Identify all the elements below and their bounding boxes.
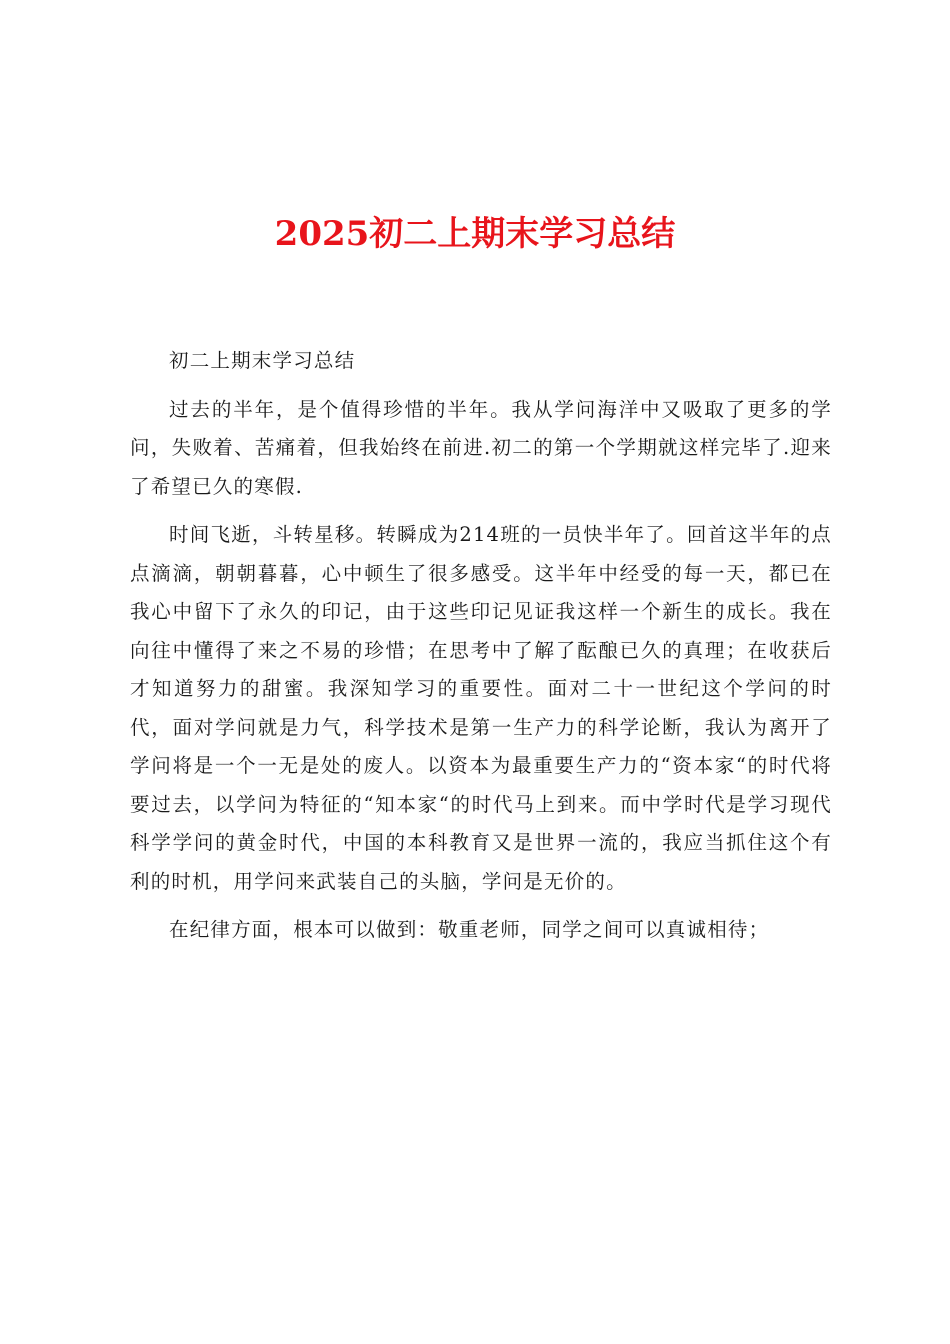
paragraph: 时间飞逝，斗转星移。转瞬成为214班的一员快半年了。回首这半年的点点滴滴，朝朝暮暮，心中顿生了很多感受。这半年中经受的每一天，都已在我心中留下了永久的印记，由于这些印记见证我这样一个新生的成长。我在向往中懂得了来之不易的珍惜；在思考中了解了酝酿已久的真理；在收获后才知道努力的甜蜜。我深知学习的重要性。面对二十一世纪这个学问的时代，面对学问就是力气，科学技术是第一生产力的科学论断，我认为离开了学问将是一个一无是处的废人。以资本为最重要生产力的“资本家“的时代将要过去，以学问为特征的“知本家“的时代马上到来。而中学时代是学习现代科学学问的黄金时代，中国的本科教育又是世界一流的，我应当抓住这个有利的时机，用学问来武装自己的头脑，学问是无价的。 <box>130 523 832 893</box>
paragraph: 过去的半年，是个值得珍惜的半年。我从学问海洋中又吸取了更多的学问，失败着、苦痛着，但我始终在前进.初二的第一个学期就这样完毕了.迎来了希望已久的寒假. <box>130 397 832 498</box>
document-title: 2025初二上期末学习总结 <box>274 214 676 254</box>
document-body <box>130 342 832 960</box>
paragraph-heading: 初二上期末学习总结 <box>169 349 356 372</box>
paragraph: 在纪律方面，根本可以做到：敬重老师，同学之间可以真诚相待； <box>169 918 770 941</box>
